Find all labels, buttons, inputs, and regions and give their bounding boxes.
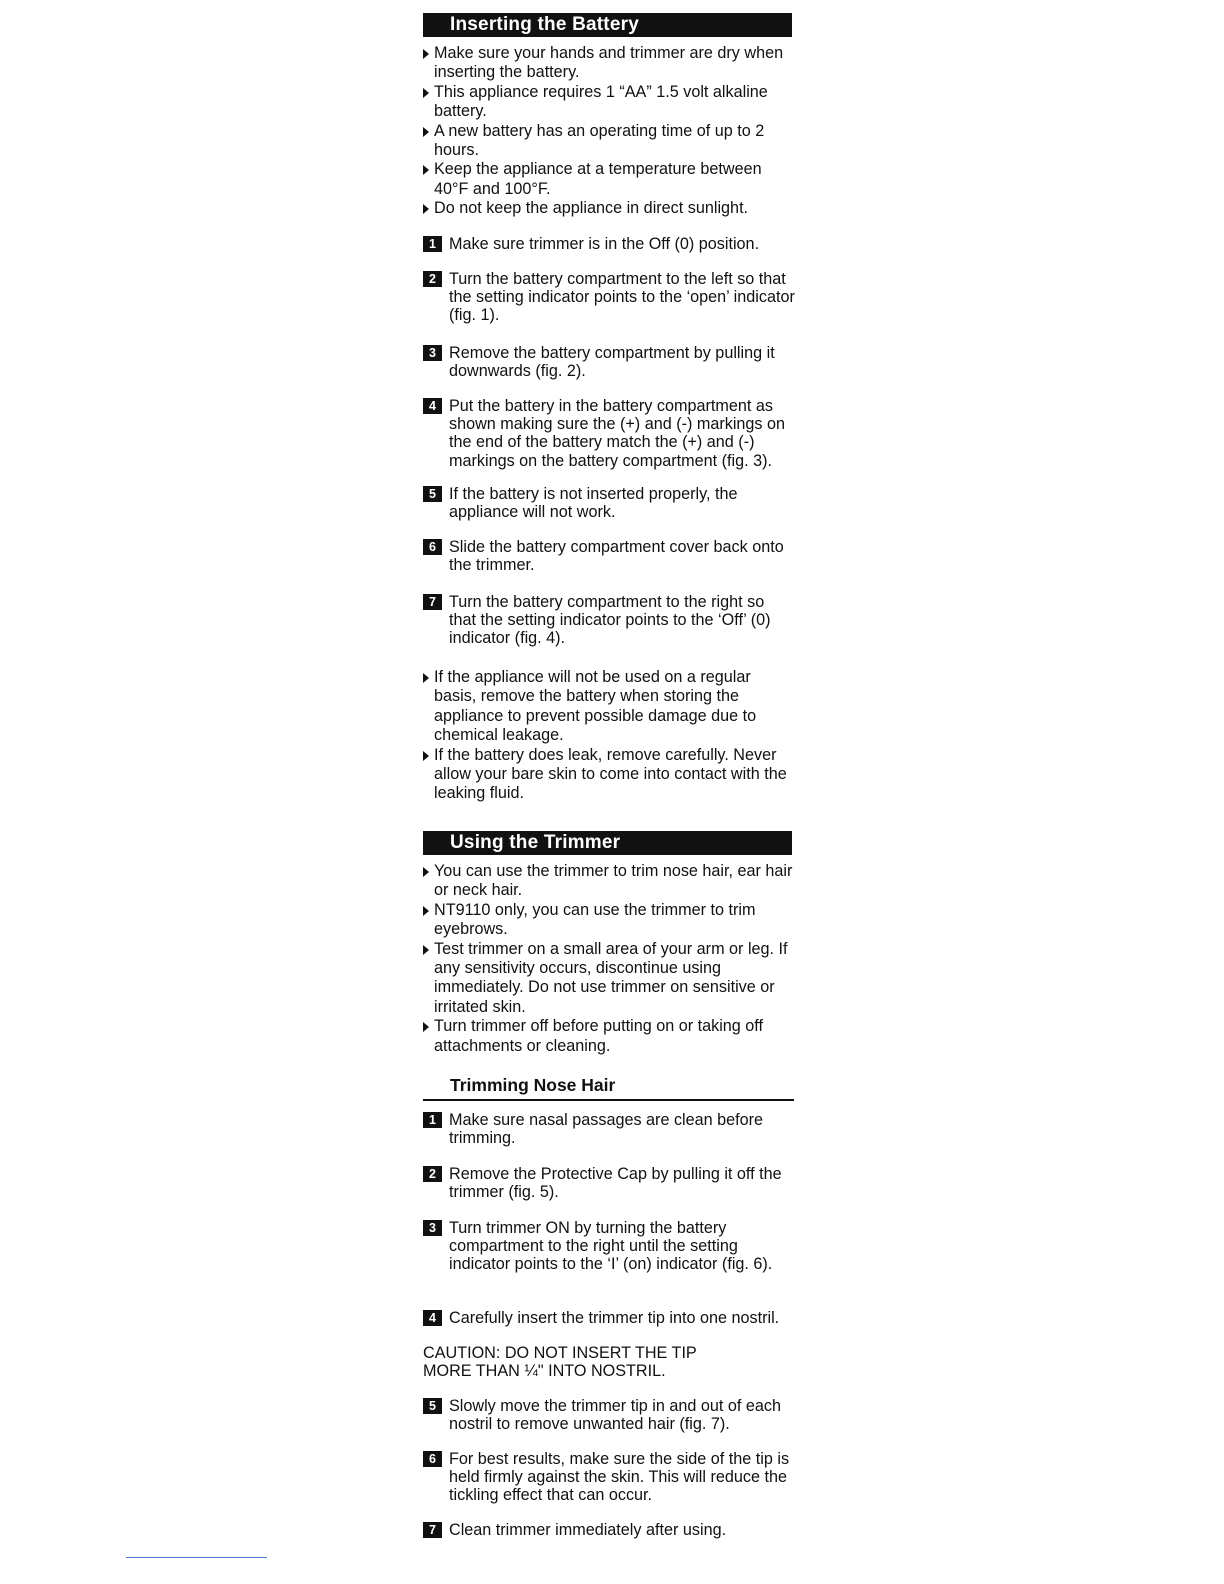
- subsection-divider: [423, 1099, 794, 1101]
- step-text: Slide the battery compartment cover back onto the trimmer.: [449, 538, 784, 575]
- bullet-item: Keep the appliance at a temperature between 40°F and 100°F.: [423, 160, 794, 199]
- nose-step: [423, 1521, 795, 1539]
- step-text: Put the battery in the battery compartment as shown making sure the (+) and (-) markings on the end of the battery match the (+) and (-) markings on the battery compartment (fig. 3).: [449, 397, 786, 470]
- bullet-item: This appliance requires 1 “AA” 1.5 volt alkaline battery.: [423, 83, 794, 122]
- step-number-badge: 5: [423, 1398, 442, 1414]
- battery-step: [423, 538, 795, 574]
- step-number-badge: 6: [423, 1451, 442, 1467]
- step-number-badge: 1: [423, 1112, 442, 1128]
- step-text: Clean trimmer immediately after using.: [449, 1521, 727, 1539]
- step-number-badge: 4: [423, 1310, 442, 1326]
- step-number-badge: 3: [423, 345, 442, 361]
- battery-bullet-list: [423, 44, 794, 219]
- step-text: Make sure trimmer is in the Off (0) position.: [449, 235, 760, 253]
- nose-step: [423, 1309, 795, 1327]
- step-text: Remove the Protective Cap by pulling it off the trimmer (fig. 5).: [449, 1165, 782, 1202]
- step-text: Turn trimmer ON by turning the battery compartment to the right until the setting indicator points to the ‘I’ (on) indicator (fig. 6).: [449, 1219, 773, 1274]
- nose-step: [423, 1165, 795, 1201]
- step-number-badge: 1: [423, 236, 442, 252]
- bullet-item: If the battery does leak, remove carefully. Never allow your bare skin to come into contact with the leaking fluid.: [423, 746, 794, 804]
- nose-step: [423, 1397, 795, 1433]
- caution-line: CAUTION: DO NOT INSERT THE TIP: [423, 1344, 697, 1362]
- subsection-title-nose: Trimming Nose Hair: [450, 1075, 616, 1095]
- battery-notes-list: [423, 668, 794, 804]
- step-number-badge: 7: [423, 1522, 442, 1538]
- step-number-badge: 4: [423, 398, 442, 414]
- step-text: For best results, make sure the side of the tip is held firmly against the skin. This will reduce the tickling effect that can occur.: [449, 1450, 790, 1505]
- step-text: Carefully insert the trimmer tip into one nostril.: [449, 1309, 780, 1327]
- step-text: Turn the battery compartment to the left so that the setting indicator points to the ‘open’ indicator (fig. 1).: [449, 270, 795, 325]
- bullet-item: NT9110 only, you can use the trimmer to trim eyebrows.: [423, 901, 794, 940]
- nose-step: [423, 1219, 795, 1274]
- nose-step: [423, 1450, 795, 1505]
- bullet-item: Do not keep the appliance in direct sunlight.: [423, 199, 794, 218]
- section-header-trimmer: Using the Trimmer: [423, 831, 792, 855]
- step-number-badge: 7: [423, 594, 442, 610]
- battery-step: [423, 270, 795, 325]
- nose-step: [423, 1111, 795, 1147]
- trimmer-bullet-list: [423, 862, 794, 1056]
- battery-step: [423, 397, 795, 470]
- battery-step: [423, 485, 795, 521]
- bullet-item: You can use the trimmer to trim nose hair, ear hair or neck hair.: [423, 862, 794, 901]
- page-footer-line: [126, 1557, 267, 1558]
- caution-line: MORE THAN ¼" INTO NOSTRIL.: [423, 1362, 666, 1380]
- step-number-badge: 2: [423, 1166, 442, 1182]
- step-text: Make sure nasal passages are clean before trimming.: [449, 1111, 764, 1148]
- step-text: Slowly move the trimmer tip in and out of each nostril to remove unwanted hair (fig. 7).: [449, 1397, 781, 1434]
- battery-step: [423, 593, 795, 648]
- step-text: Turn the battery compartment to the right so that the setting indicator points to the ‘Off’ (0) indicator (fig. 4).: [449, 593, 771, 648]
- step-text: Remove the battery compartment by pulling it downwards (fig. 2).: [449, 344, 775, 381]
- bullet-item: If the appliance will not be used on a regular basis, remove the battery when storing the appliance to prevent possible damage due to chemical leakage.: [423, 668, 794, 746]
- bullet-item: Test trimmer on a small area of your arm or leg. If any sensitivity occurs, discontinue using immediately. Do not use trimmer on sensitive or irritated skin.: [423, 940, 794, 1018]
- battery-step: [423, 344, 795, 380]
- step-number-badge: 3: [423, 1220, 442, 1236]
- section-header-battery: Inserting the Battery: [423, 13, 792, 37]
- bullet-item: Make sure your hands and trimmer are dry when inserting the battery.: [423, 44, 794, 83]
- bullet-item: Turn trimmer off before putting on or taking off attachments or cleaning.: [423, 1017, 794, 1056]
- step-number-badge: 6: [423, 539, 442, 555]
- step-text: If the battery is not inserted properly, the appliance will not work.: [449, 485, 738, 522]
- battery-step: [423, 235, 795, 253]
- bullet-item: A new battery has an operating time of up to 2 hours.: [423, 122, 794, 161]
- step-number-badge: 2: [423, 271, 442, 287]
- step-number-badge: 5: [423, 486, 442, 502]
